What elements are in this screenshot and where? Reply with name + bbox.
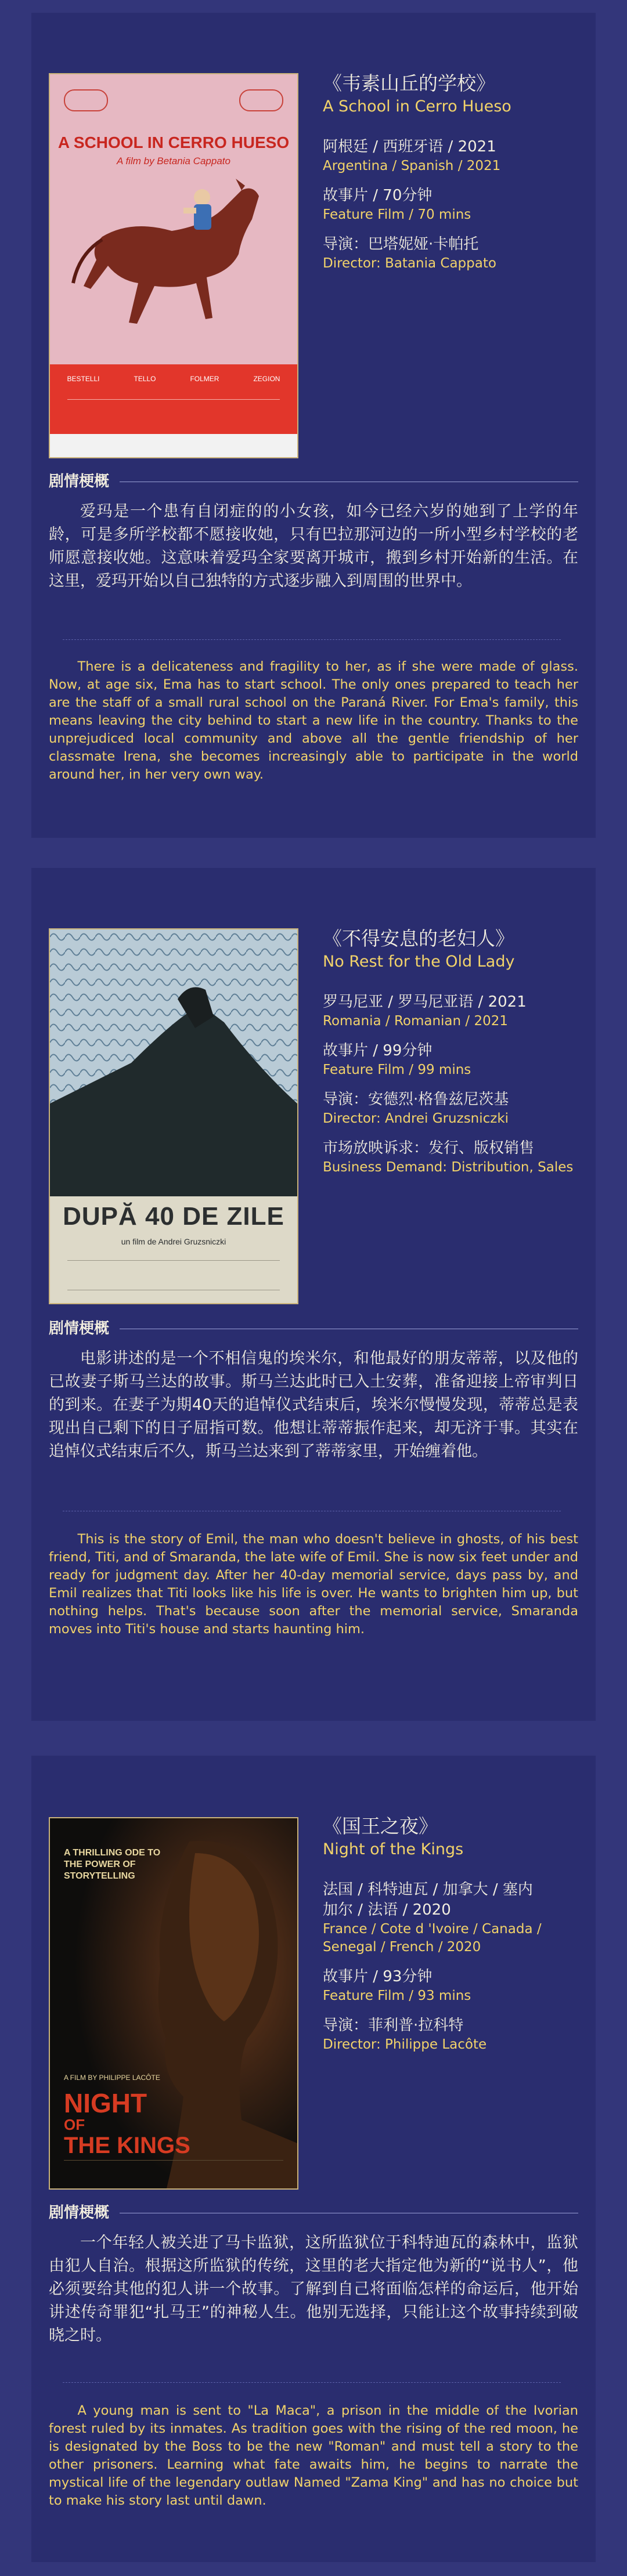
poster-credits-row xyxy=(50,375,297,383)
synopsis-cn: 一个年轻人被关进了马卡监狱，这所监狱位于科特迪瓦的森林中，监狱由犯人自治。根据这所监狱的传统，这里的老大指定他为新的“说书人”，他必须要给其他的犯人讲一个故事。了解到自己将面临怎样的命运后，他开始讲述传奇罪犯“扎马王”的神秘人生。他别无选择，只能让这个故事持续到破晓之时。 xyxy=(49,2234,578,2345)
poster-credit-block xyxy=(67,399,280,423)
film-title-en: No Rest for the Old Lady xyxy=(323,953,515,971)
film-title-cn: 《韦素山丘的学校》 xyxy=(323,72,495,95)
synopsis-divider xyxy=(63,639,561,640)
country-en: Romania / Romanian / 2021 xyxy=(323,1014,509,1029)
poster-credit: ZEGION xyxy=(253,375,280,383)
country-en: France / Cote d 'Ivoire / Canada / Senegal / French / 2020 xyxy=(323,1922,542,1955)
synopsis-label: 剧情梗概 xyxy=(49,1320,110,1337)
horse-illustration xyxy=(67,167,282,347)
synopsis-label: 剧情梗概 xyxy=(49,473,110,490)
synopsis-cn: 电影讲述的是一个不相信鬼的埃米尔，和他最好的朋友蒂蒂，以及他的已故妻子斯马兰达的故事。斯马兰达此时已入土安葬，准备迎接上帝审判日的到来。在妻子为期40天的追悼仪式结束后，埃米尔慢慢发现，蒂蒂总是表现出自己剩下的日子屈指可数。他想让蒂蒂振作起来，却无济于事。其实在追悼仪式结束后不久，斯马兰达来到了蒂蒂家里，开始缠着他。 xyxy=(49,1349,578,1460)
synopsis-en: There is a delicateness and fragility to her, as if she were made of glass. Now, at age six, Ema has to start school. The only ones prepared to teach her are the staff of a small rural school on the Paraná River. For Ema's family, this means leaving the city behind to start a new life in the country. Thanks to the unprejudiced local community and above all the gentle friendship of her classmate Irena, she becomes increasingly able to participate in the world around her, in her very own way. xyxy=(49,659,578,782)
film-type-duration xyxy=(323,1041,578,1079)
type-cn: 故事片 / 99分钟 xyxy=(323,1042,433,1059)
synopsis-header xyxy=(49,2202,578,2223)
film-poster-1[interactable] xyxy=(49,73,298,458)
poster-title: A SCHOOL IN CERRO HUESO xyxy=(57,133,290,151)
poster-tagline: A THRILLING ODE TO THE POWER OF STORYTELLING xyxy=(64,1848,161,1881)
film-title-en: A School in Cerro Hueso xyxy=(323,97,511,115)
film-meta xyxy=(323,1880,578,2054)
film-meta xyxy=(323,992,578,1177)
director-en: Director: Batania Cappato xyxy=(323,256,496,271)
synopsis-en: A young man is sent to "La Maca", a prison in the middle of the Ivorian forest ruled by its inmates. As tradition goes with the rising of the red moon, he is designated by the Boss to be the new "Roman" and must tell a story to the other prisoners. Learning what fate awaits him, he begins to narrate the mystical life of the legendary outlaw Named "Zama King" and has no choice but to make his story last until dawn. xyxy=(49,2403,578,2508)
director-cn: 导演：安德烈·格鲁兹尼茨基 xyxy=(323,1091,509,1108)
film-info-3 xyxy=(323,1814,578,2064)
type-en: Feature Film / 70 mins xyxy=(323,207,471,222)
country-language-year xyxy=(323,137,578,175)
director-en: Director: Philippe Lacôte xyxy=(323,2037,487,2052)
synopsis-divider xyxy=(63,2382,561,2383)
poster-title-line2: OF xyxy=(64,2116,85,2133)
film-card-3 xyxy=(31,1756,596,2562)
film-poster-2[interactable] xyxy=(49,928,298,1304)
director xyxy=(323,234,578,273)
country-language-year xyxy=(323,1880,578,1956)
poster-illustration xyxy=(50,929,297,1196)
synopsis-label: 剧情梗概 xyxy=(49,2204,110,2222)
poster-title-line3: THE KINGS xyxy=(64,2133,190,2158)
country-cn: 法国 / 科特迪瓦 / 加拿大 / 塞内加尔 / 法语 / 2020 xyxy=(323,1881,533,1919)
synopsis-header xyxy=(49,471,578,492)
film-info-1 xyxy=(323,71,578,283)
synopsis-header xyxy=(49,1318,578,1339)
poster-byline: A FILM BY PHILIPPE LACÔTE xyxy=(64,2074,160,2082)
poster-badge-left xyxy=(64,89,108,111)
film-title-en: Night of the Kings xyxy=(323,1840,464,1858)
poster-credit: FOLMER xyxy=(190,375,219,383)
film-type-duration xyxy=(323,1967,578,2005)
film-title-cn: 《不得安息的老妇人》 xyxy=(323,927,514,950)
director xyxy=(323,2016,578,2054)
type-en: Feature Film / 99 mins xyxy=(323,1062,471,1077)
country-language-year xyxy=(323,992,578,1030)
poster-credit: TELLO xyxy=(134,375,156,383)
poster-credit: BESTELLI xyxy=(67,375,100,383)
film-title-cn: 《国王之夜》 xyxy=(323,1815,438,1837)
film-meta xyxy=(323,137,578,273)
poster-credit-block xyxy=(67,1260,280,1290)
film-poster-3[interactable] xyxy=(49,1817,298,2190)
poster-credit-block xyxy=(64,2160,283,2176)
poster-title-line1: NIGHT xyxy=(64,2088,147,2118)
synopsis-cn: 爱玛是一个患有自闭症的的小女孩，如今已经六岁的她到了上学的年龄，可是多所学校都不愿接收她，只有巴拉那河边的一所小型乡村学校的老师愿意接收她。这意味着爱玛全家要离开城市，搬到乡村开始新的生活。在这里，爱玛开始以自己独特的方式逐步融入到周围的世界中。 xyxy=(49,502,578,590)
synopsis-en: This is the story of Emil, the man who doesn't believe in ghosts, of his best friend, Titi, and of Smaranda, the late wife of Emil. She is now six feet under and ready for judgment day. After her 40-day memorial service, days pass by, and Emil realizes that Titi looks like his life is over. He wants to brighten him up, but nothing helps. That's because soon after the memorial service, Smaranda moves into Titi's house and starts haunting him. xyxy=(49,1532,578,1637)
type-cn: 故事片 / 93分钟 xyxy=(323,1968,433,1985)
country-cn: 阿根廷 / 西班牙语 / 2021 xyxy=(323,138,496,155)
type-cn: 故事片 / 70分钟 xyxy=(323,187,433,204)
poster-byline: un film de Andrei Gruzsniczki xyxy=(121,1237,226,1246)
market-cn: 市场放映诉求：发行、版权销售 xyxy=(323,1139,535,1157)
country-cn: 罗马尼亚 / 罗马尼亚语 / 2021 xyxy=(323,993,527,1011)
poster-badge-right xyxy=(239,89,283,111)
film-type-duration xyxy=(323,186,578,224)
market-en: Business Demand: Distribution, Sales xyxy=(323,1160,574,1175)
country-en: Argentina / Spanish / 2021 xyxy=(323,158,501,173)
poster-byline: A film by Betania Cappato xyxy=(117,155,230,167)
film-card-2 xyxy=(31,868,596,1721)
director-en: Director: Andrei Gruzsniczki xyxy=(323,1111,509,1126)
type-en: Feature Film / 93 mins xyxy=(323,1988,471,2003)
director-cn: 导演：巴塔妮娅·卡帕托 xyxy=(323,236,479,253)
business-demand xyxy=(323,1138,578,1177)
director-cn: 导演：菲利普·拉科特 xyxy=(323,2017,464,2034)
director xyxy=(323,1090,578,1128)
poster-sponsor-strip xyxy=(50,434,297,457)
film-card-1 xyxy=(31,13,596,838)
poster-title: DUPĂ 40 DE ZILE xyxy=(63,1202,284,1231)
film-info-2 xyxy=(323,926,578,1187)
